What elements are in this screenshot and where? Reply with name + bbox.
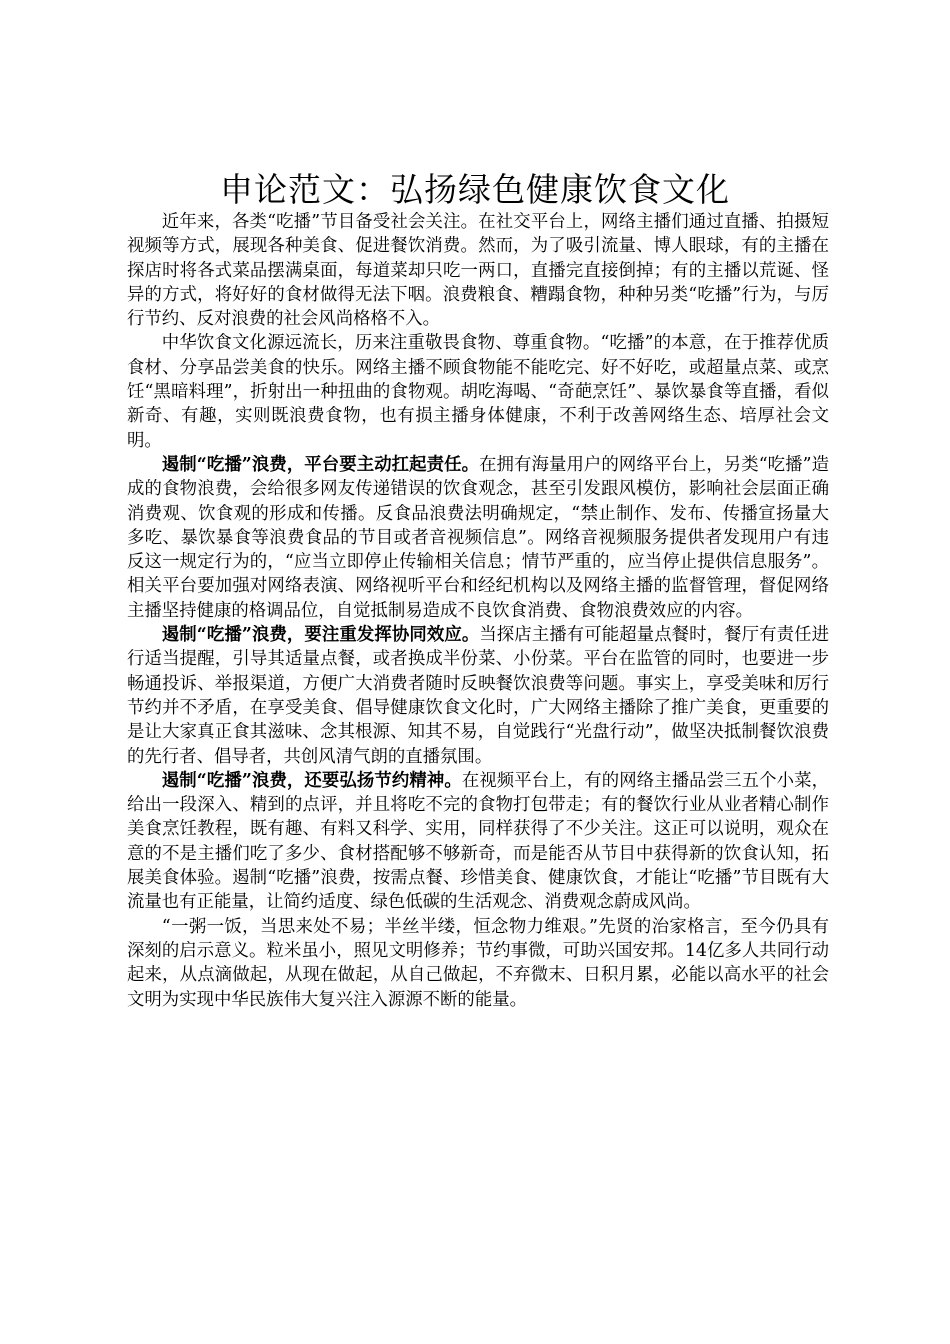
paragraph-lead: 遏制“吃播”浪费，平台要主动扛起责任。 xyxy=(161,454,480,475)
paragraph-text: 在拥有海量用户的网络平台上，另类“吃播”造成的食物浪费，会给很多网友传递错误的饮食观念，甚至引发跟风模仿，影响社会层面正确消费观、饮食观的形成和传播。反食品浪费法明确规定，“禁止制作、发布、传播宣扬量大多吃、暴饮暴食等浪费食品的节目或者音视频信息”。网络音视频服务提供者发现用户有违反这一规定行为的，“应当立即停止传输相关信息；情节严重的，应当停止提供信息服务”。相关平台要加强对网络表演、网络视听平台和经纪机构以及网络主播的监督管理，督促网络主播坚持健康的格调品位，自觉抵制易造成不良饮食消费、食物浪费效应的内容。 xyxy=(127,454,829,621)
document-title: 申论范文：弘扬绿色健康饮食文化 xyxy=(220,170,730,209)
paragraph-text: “一粥一饭，当思来处不易；半丝半缕，恒念物力维艰。”先贤的治家格言，至今仍具有深刻的启示意义。粒米虽小，照见文明修养；节约事微，可助兴国安邦。14亿多人共同行动起来，从点滴做起，从现在做起，从自己做起，不弃微末、日积月累，必能以高水平的社会文明为实现中华民族伟大复兴注入源源不断的能量。 xyxy=(127,916,829,1010)
paragraph-text: 在视频平台上，有的网络主播品尝三五个小菜，给出一段深入、精到的点评，并且将吃不完的食物打包带走；有的餐饮行业从业者精心制作美食烹饪教程，既有趣、有料又科学、实用，同样获得了不少关注。这正可以说明，观众在意的不是主播们吃了多少、食材搭配够不够新奇，而是能否从节目中获得新的饮食认知，拓展美食体验。遏制“吃播”浪费，按需点餐、珍惜美食、健康饮食，才能让“吃播”节目既有大流量也有正能量，让简约适度、绿色低碳的生活观念、消费观念蔚成风尚。 xyxy=(127,770,829,913)
paragraph-text: 当探店主播有可能超量点餐时，餐厅有责任进行适当提醒，引导其适量点餐，或者换成半份菜、小份菜。平台在监管的同时，也要进一步畅通投诉、举报渠道，方便广大消费者随时反映餐饮浪费等问题。事实上，享受美味和厉行节约并不矛盾，在享受美食、倡导健康饮食文化时，广大网络主播除了推广美食，更重要的是让大家真正食其滋味、念其根源、知其不易，自觉践行“光盘行动”，做坚决抵制餐饮浪费的先行者、倡导者，共创风清气朗的直播氛围。 xyxy=(127,625,829,767)
paragraph-5 xyxy=(127,769,829,915)
paragraph-text: 中华饮食文化源远流长，历来注重敬畏食物、尊重食物。“吃播”的本意，在于推荐优质食材、分享品尝美食的快乐。网络主播不顾食物能不能吃完、好不好吃，或超量点菜、或烹饪“黑暗料理”，折射出一种扭曲的食物观。胡吃海喝、“奇葩烹饪”、暴饮暴食等直播，看似新奇、有趣，实则既浪费食物，也有损主播身体健康，不利于改善网络生态、培厚社会文明。 xyxy=(127,333,829,451)
paragraph-2 xyxy=(127,331,829,452)
paragraph-text: 近年来，各类“吃播”节目备受社会关注。在社交平台上，网络主播们通过直播、拍摄短视频等方式，展现各种美食、促进餐饮消费。然而，为了吸引流量、博人眼球，有的主播在探店时将各式菜品摆满桌面，每道菜却只吃一两口，直播完直接倒掉；有的主播以荒诞、怪异的方式，将好好的食材做得无法下咽。浪费粮食、糟蹋食物，种种另类“吃播”行为，与厉行节约、反对浪费的社会风尚格格不入。 xyxy=(127,212,829,330)
paragraph-4 xyxy=(127,623,829,769)
paragraph-lead: 遏制“吃播”浪费，要注重发挥协同效应。 xyxy=(161,625,480,646)
paragraph-1 xyxy=(127,210,829,331)
paragraph-lead: 遏制“吃播”浪费，还要弘扬节约精神。 xyxy=(161,770,462,791)
paragraph-6 xyxy=(127,915,829,1012)
paragraph-3 xyxy=(127,453,829,623)
document-body xyxy=(127,210,829,1012)
